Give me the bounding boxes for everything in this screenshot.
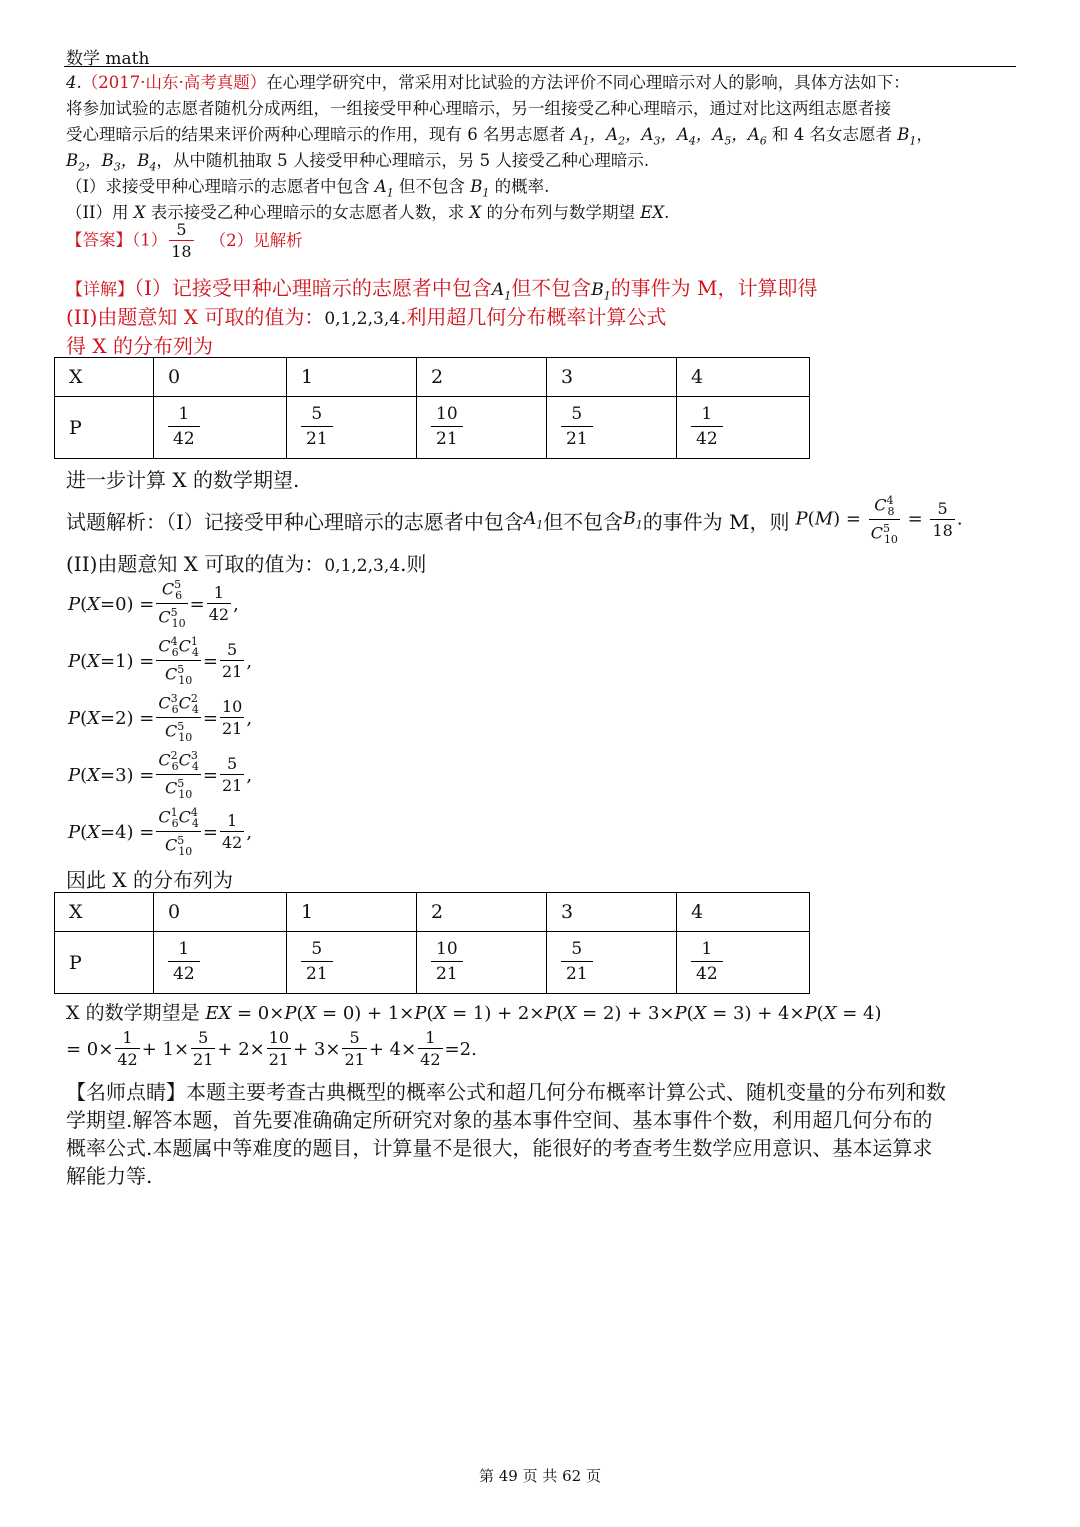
table-cell: $\frac{1}{42}$ (677, 932, 810, 994)
table-cell: 4 (677, 893, 810, 932)
detail-line-2: (II)由题意知 X 可取的值为：0,1,2,3,4.利用超几何分布概率计算公式 (66, 305, 667, 329)
page-header: 数学 math (66, 49, 150, 69)
problem-line-4: $B_2$，$B_3$，$B_4$，从中随机抽取 5 人接受甲种心理暗示，另 5 人接受乙种心理暗示. (66, 151, 650, 174)
problem-line-3: 受心理暗示后的结果来评价两种心理暗示的作用，现有 6 名男志愿者 $A_1$，$A_2$，$A_3$，$A_4$，$A_5$，$A_6$ 和 4 名女志愿者 $B_1$， (66, 125, 933, 148)
problem-number: 4. (66, 73, 82, 92)
table-cell: $\frac{5}{21}$ (547, 397, 677, 459)
table-cell: 0 (154, 358, 287, 397)
answer-label: 【答案】 (66, 230, 132, 250)
detail-line-3: 得 X 的分布列为 (66, 334, 213, 358)
therefore-text: 因此 X 的分布列为 (66, 868, 233, 892)
analysis-line: 试题解析：（I）记接受甲种心理暗示的志愿者中包含 $A_1$ 但不包含 $B_1$ 的事件为 M，则 P(M) = $\frac{C^4_8}{C^5_{10}}$ = $\frac{5}{18}$ . (66, 494, 963, 546)
prob-eq-1: P ( X = 1 ) = $\frac{C^4_6C^1_4}{C^5_{10}}$ = $\frac{5}{21}$ , (68, 635, 253, 687)
table-cell: 2 (417, 358, 547, 397)
table-cell: $\frac{5}{21}$ (547, 932, 677, 994)
teacher-note-line-2: 学期望.解答本题，首先要准确确定所研究对象的基本事件空间、基本事件个数，利用超几何分布的 (66, 1108, 933, 1132)
detail-line-1: 【详解】（I）记接受甲种心理暗示的志愿者中包含$A_1$但不包含$B_1$的事件为 M，计算即得 (66, 276, 818, 303)
problem-source: （2017·山东·高考真题） (81, 73, 267, 92)
table-cell: $\frac{10}{21}$ (417, 397, 547, 459)
table-cell: $\frac{10}{21}$ (417, 932, 547, 994)
part2-line: (II)由题意知 X 可取的值为：0,1,2,3,4.则 (66, 552, 427, 576)
table-cell: $\frac{1}{42}$ (154, 932, 287, 994)
teacher-note-label: 【名师点睛】 (66, 1080, 186, 1104)
table-cell: X (55, 893, 154, 932)
distribution-table-1 (54, 357, 810, 459)
prob-eq-2: P ( X = 2 ) = $\frac{C^3_6C^2_4}{C^5_{10}}$ = $\frac{10}{21}$ , (68, 692, 253, 744)
table-cell: X (55, 358, 154, 397)
table-cell: 1 (287, 358, 417, 397)
prob-eq-4: P ( X = 4 ) = $\frac{C^1_6C^4_4}{C^5_{10}}$ = $\frac{1}{42}$ , (68, 806, 253, 858)
detail-label: 【详解】 (66, 280, 134, 300)
table-cell: 3 (547, 358, 677, 397)
table-cell: 0 (154, 893, 287, 932)
teacher-note-line-4: 解能力等. (66, 1164, 153, 1188)
problem-line-1: 4.（2017·山东·高考真题）在心理学研究中，常采用对比试验的方法评价不同心理暗示对人的影响，具体方法如下： (66, 73, 910, 92)
further-text: 进一步计算 X 的数学期望. (66, 468, 300, 492)
prob-eq-0: P ( X = 0 ) = $\frac{C^5_6}{C^5_{10}}$ = $\frac{1}{42}$ , (68, 578, 239, 630)
teacher-note-line-3: 概率公式.本题属中等难度的题目，计算量不是很大，能很好的考查考生数学应用意识、基本运算求 (66, 1136, 933, 1160)
page-footer: 第 49 页 共 62 页 (478, 1467, 601, 1485)
table-cell: $\frac{1}{42}$ (677, 397, 810, 459)
table-cell: 3 (547, 893, 677, 932)
teacher-note-line-1: 【名师点睛】本题主要考查古典概型的概率公式和超几何分布概率计算公式、随机变量的分布列和数 (66, 1080, 946, 1104)
expectation-line-1: X 的数学期望是 EX = 0×P(X = 0) + 1×P(X = 1) + 2×P(X = 2) + 3×P(X = 3) + 4×P(X = 4) (66, 1002, 882, 1024)
table-cell: $\frac{5}{21}$ (287, 397, 417, 459)
distribution-table-2 (54, 892, 810, 994)
expectation-line-2: = 0× $\frac{1}{42}$ + 1× $\frac{5}{21}$ + 2× $\frac{10}{21}$ + 3× $\frac{5}{21}$ + 4× $\frac{1}{42}$ = 2 . (66, 1028, 477, 1069)
question-1: （I）求接受甲种心理暗示的志愿者中包含 $A_1$ 但不包含 $B_1$ 的概率. (66, 177, 550, 200)
table-cell: 2 (417, 893, 547, 932)
table-cell: $\frac{1}{42}$ (154, 397, 287, 459)
table-cell: P (55, 397, 154, 459)
table-cell: 4 (677, 358, 810, 397)
prob-eq-3: P ( X = 3 ) = $\frac{C^2_6C^3_4}{C^5_{10}}$ = $\frac{5}{21}$ , (68, 749, 253, 801)
table-cell: $\frac{5}{21}$ (287, 932, 417, 994)
question-2: （II）用 X 表示接受乙种心理暗示的女志愿者人数，求 X 的分布列与数学期望 EX. (66, 203, 670, 222)
answer-line: 【答案】（1） $\frac{5}{18}$ （2）见解析 (66, 220, 303, 261)
problem-line-2: 将参加试验的志愿者随机分成两组，一组接受甲种心理暗示，另一组接受乙种心理暗示，通过对比这两组志愿者接 (66, 99, 891, 118)
table-cell: 1 (287, 893, 417, 932)
table-cell: P (55, 932, 154, 994)
header-rule (64, 66, 1016, 67)
